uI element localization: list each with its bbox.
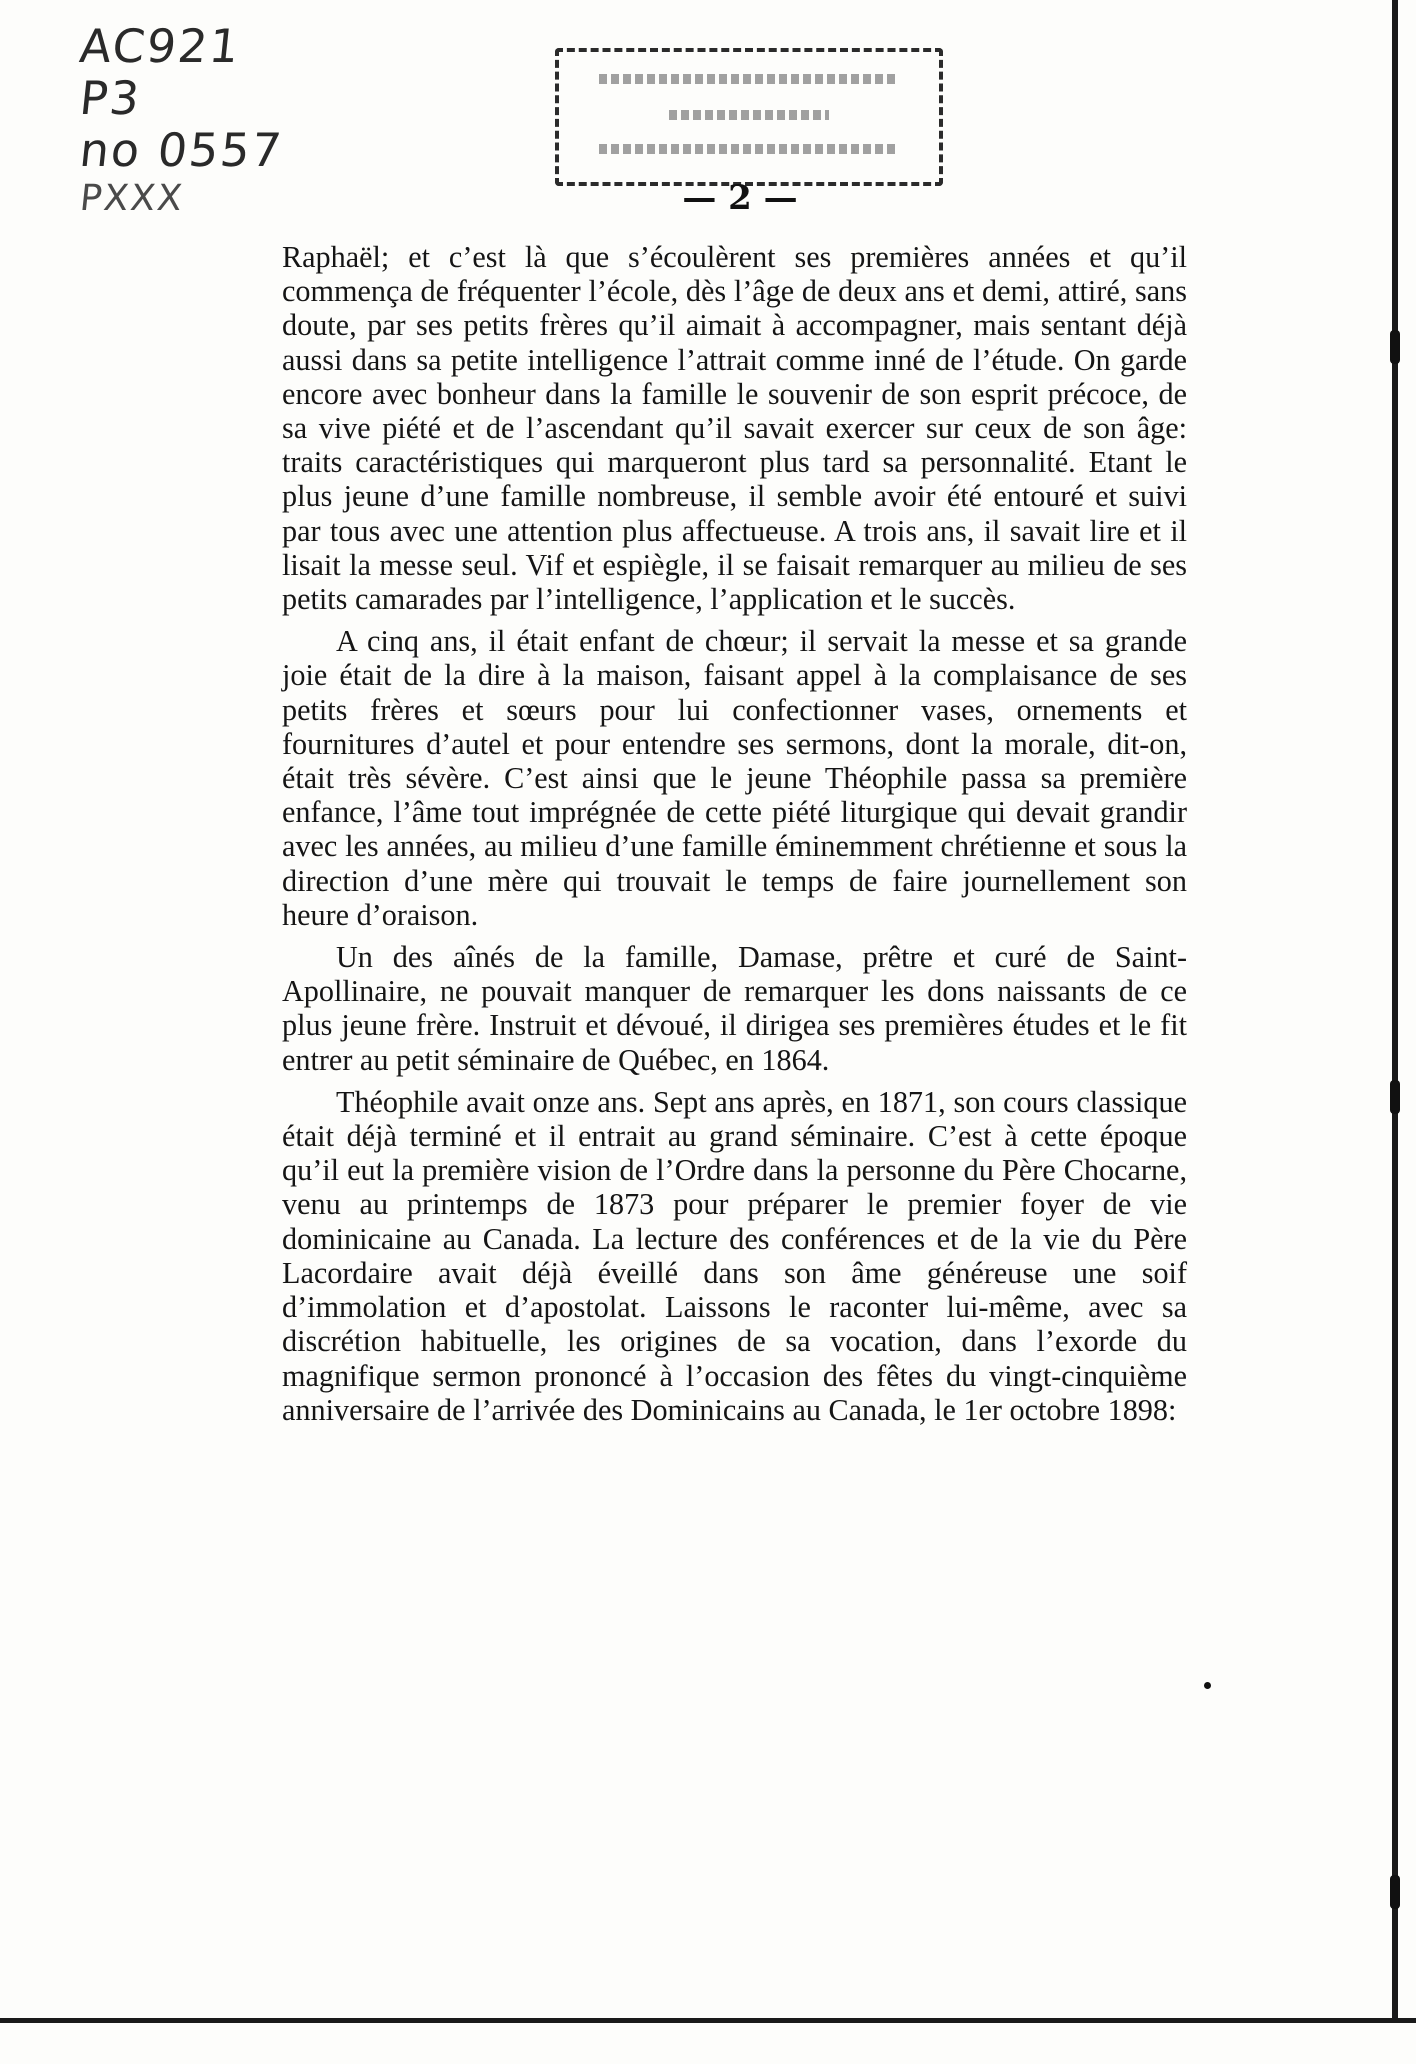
- handwritten-catalog-annotation: [77, 19, 300, 222]
- paragraph-1: Raphaël; et c’est là que s’écoulèrent ses premières années et qu’il commença de fréquenter l’école, dès l’âge de deux ans et demi, attiré, sans doute, par ses petits frères qu’il aimait à accompagner, mais sentant déjà aussi dans sa petite intelligence l’attrait comme inné de l’étude. On garde encore avec bonheur dans la famille le souvenir de son esprit précoce, de sa vive piété et de l’ascendant qu’il savait exercer sur ceux de son âge: traits caractéristiques qui marqueront plus tard sa personnalité. Etant le plus jeune d’une famille nombreuse, il semble avoir été entouré et suivi par tous avec une attention plus affectueuse. A trois ans, il savait lire et il lisait la messe seul. Vif et espiègle, il se faisait remarquer au milieu de ses petits camarades par l’intelligence, l’application et le succès.: [282, 240, 1187, 617]
- binding-mark: [1390, 330, 1400, 364]
- annotation-line-2: P3: [77, 71, 144, 125]
- paragraph-2: A cinq ans, il était enfant de chœur; il servait la messe et sa grande joie était de la dire à la maison, faisant appel à la complaisance de ses petits frères et sœurs pour lui confectionner vases, ornements et fournitures d’autel et pour entendre ses sermons, dont la morale, dit-on, était très sévère. C’est ainsi que le jeune Théophile passa sa première enfance, l’âme tout imprégnée de cette piété liturgique qui devait grandir avec les années, au milieu d’une famille éminemment chrétienne et sous la direction d’une mère qui trouvait le temps de faire journellement son heure d’oraison.: [282, 624, 1187, 932]
- margin-dot: [1204, 1682, 1211, 1689]
- annotation-line-4: PXXX: [77, 178, 186, 219]
- annotation-line-3: no 0557: [77, 123, 286, 177]
- paragraph-3: Un des aînés de la famille, Damase, prêtre et curé de Saint-Apollinaire, ne pouvait manquer de remarquer les dons naissants de ce plus jeune frère. Instruit et dévoué, il dirigea ses premières études et le fit entrer au petit séminaire de Québec, en 1864.: [282, 940, 1187, 1077]
- library-stamp: [555, 48, 943, 186]
- binding-mark: [1390, 1875, 1400, 1909]
- paragraph-4: Théophile avait onze ans. Sept ans après, en 1871, son cours classique était déjà terminé et il entrait au grand séminaire. C’est à cette époque qu’il eut la première vision de l’Ordre dans la personne du Père Chocarne, venu au printemps de 1873 pour préparer le premier foyer de vie dominicaine au Canada. La lecture des conférences et de la vie du Père Lacordaire avait déjà éveillé dans son âme généreuse une soif d’immolation et d’apostolat. Laissons le raconter lui-même, avec sa discrétion habituelle, les origines de sa vocation, dans l’exorde du magnifique sermon prononcé à l’occasion des fêtes du vingt-cinquième anniversaire de l’arrivée des Dominicains au Canada, le 1er octobre 1898:: [282, 1084, 1187, 1427]
- body-text: [282, 240, 1187, 1427]
- annotation-line-1: AC921: [77, 19, 244, 73]
- page-edge-bottom: [0, 2018, 1416, 2023]
- page-number: — 2 —: [682, 178, 798, 218]
- binding-mark: [1390, 1080, 1400, 1114]
- page-edge-right: [1392, 0, 1398, 2020]
